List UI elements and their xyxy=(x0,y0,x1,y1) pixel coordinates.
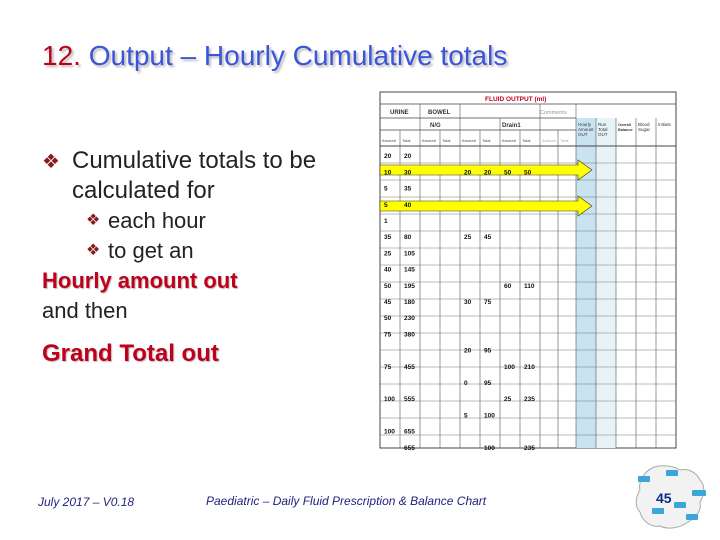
col-label-urine-total: Total xyxy=(402,138,411,143)
value-ng-total: 75 xyxy=(484,299,492,306)
value-urine-total: 655 xyxy=(404,444,415,452)
col-label-bowel-total: Total xyxy=(442,138,451,143)
drain-header: Drain1 xyxy=(502,123,521,129)
value-drain-total: 235 xyxy=(524,396,535,404)
value-urine-amount: 35 xyxy=(384,234,392,242)
bowel-header: BOWEL xyxy=(428,110,451,116)
bullet-main xyxy=(42,146,342,206)
value-ng-total: 95 xyxy=(484,347,492,355)
value-urine-total: 230 xyxy=(404,315,415,323)
value-urine-total: 380 xyxy=(404,331,415,339)
slide-number: 12. xyxy=(42,40,81,71)
col-label-bowel-amount: Amount xyxy=(422,138,436,143)
blood-sugar-header: Blood Sugar xyxy=(638,122,651,132)
value-ng-amount: 5 xyxy=(464,412,468,420)
value-urine-amount: 100 xyxy=(384,396,395,404)
page-number: 45 xyxy=(656,490,672,506)
slide-title-text: Output – Hourly Cumulative totals xyxy=(80,40,508,71)
bullet-list xyxy=(42,146,342,368)
value-urine-total: 30 xyxy=(404,169,412,177)
value-urine-total: 555 xyxy=(404,396,415,404)
value-urine-total: 80 xyxy=(404,234,412,242)
value-urine-amount: 75 xyxy=(384,363,392,371)
value-urine-total: 180 xyxy=(404,299,415,306)
value-drain-amount: 60 xyxy=(504,282,512,290)
value-urine-total: 20 xyxy=(404,153,412,161)
grand-total-out-text: Grand Total out xyxy=(42,340,219,367)
diamond-bullet-icon: ❖ xyxy=(86,212,101,229)
value-ng-amount: 20 xyxy=(464,169,472,177)
overall-balance-header: Overall Balance xyxy=(618,123,633,132)
value-urine-total: 455 xyxy=(404,363,415,371)
value-urine-total: 35 xyxy=(404,185,412,193)
value-ng-amount: 0 xyxy=(464,380,468,387)
value-ng-total: 95 xyxy=(484,380,492,387)
bullet-sub-2-text: to get an xyxy=(108,238,194,263)
running-total-column xyxy=(596,118,616,448)
col-label-extra-amount: Amount xyxy=(542,138,556,143)
value-drain-total: 210 xyxy=(524,363,535,371)
bullet-sub-1-text: each hour xyxy=(108,208,206,233)
value-urine-amount: 1 xyxy=(384,218,388,225)
bullet-main-text: Cumulative totals to be calculated for xyxy=(72,147,317,204)
value-urine-total: 105 xyxy=(404,250,415,258)
value-ng-amount: 30 xyxy=(464,299,472,306)
value-ng-amount: 25 xyxy=(464,234,472,242)
value-urine-amount: 25 xyxy=(384,250,392,258)
value-urine-amount: 40 xyxy=(384,266,392,274)
diamond-bullet-icon: ❖ xyxy=(86,242,101,259)
value-urine-amount: 5 xyxy=(384,201,388,209)
col-label-urine-amount: Amount xyxy=(382,138,396,143)
running-total-out-header: Run Total OUT xyxy=(598,122,608,137)
col-label-drain-total: Total xyxy=(522,138,531,143)
value-urine-amount: 50 xyxy=(384,315,392,323)
col-label-ng-amount: Amount xyxy=(462,138,476,143)
value-ng-total: 20 xyxy=(484,169,492,177)
bullet-sub-2 xyxy=(86,236,342,266)
value-urine-amount: 45 xyxy=(384,299,392,306)
value-drain-total: 50 xyxy=(524,169,532,177)
value-drain-total: 110 xyxy=(524,282,535,290)
value-drain-total: 235 xyxy=(524,444,535,452)
value-ng-total: 100 xyxy=(484,412,495,420)
footer-chart-name: Paediatric – Daily Fluid Prescription & Balance Chart xyxy=(206,494,487,508)
value-drain-amount: 25 xyxy=(504,396,512,404)
footer-date: July 2017 – V0.18 xyxy=(38,495,135,509)
comments-header: Comments xyxy=(540,110,567,116)
value-urine-amount: 100 xyxy=(384,428,395,436)
bullet-sub-1 xyxy=(86,206,342,236)
hourly-amount-out-text: Hourly amount out xyxy=(42,268,238,293)
col-label-extra-total: Total xyxy=(560,138,569,143)
slide-title xyxy=(42,40,507,72)
value-urine-total: 195 xyxy=(404,282,415,290)
value-ng-total: 100 xyxy=(484,444,495,452)
diamond-bullet-icon: ❖ xyxy=(42,151,60,173)
value-urine-total: 655 xyxy=(404,428,415,436)
value-urine-amount: 75 xyxy=(384,331,392,339)
value-urine-amount: 10 xyxy=(384,169,392,177)
urine-header: URINE xyxy=(390,110,409,116)
col-label-drain-amount: Amount xyxy=(502,138,516,143)
value-ng-total: 45 xyxy=(484,234,492,242)
initials-header: Initials xyxy=(658,122,671,127)
value-urine-amount: 5 xyxy=(384,185,388,193)
ng-header: N/G xyxy=(430,123,441,129)
value-ng-amount: 20 xyxy=(464,347,472,355)
value-urine-amount: 50 xyxy=(384,282,392,290)
value-urine-total: 145 xyxy=(404,266,415,274)
and-then-text: and then xyxy=(42,298,128,323)
fluid-output-chart xyxy=(380,92,676,452)
value-drain-amount: 100 xyxy=(504,363,515,371)
col-label-ng-total: Total xyxy=(482,138,491,143)
hourly-amount-out-header: Hourly Amount OUT xyxy=(578,122,594,137)
value-urine-total: 40 xyxy=(404,201,412,209)
chart-title: FLUID OUTPUT (ml) xyxy=(485,96,547,103)
value-urine-amount: 20 xyxy=(384,153,392,161)
value-drain-amount: 50 xyxy=(504,169,512,177)
